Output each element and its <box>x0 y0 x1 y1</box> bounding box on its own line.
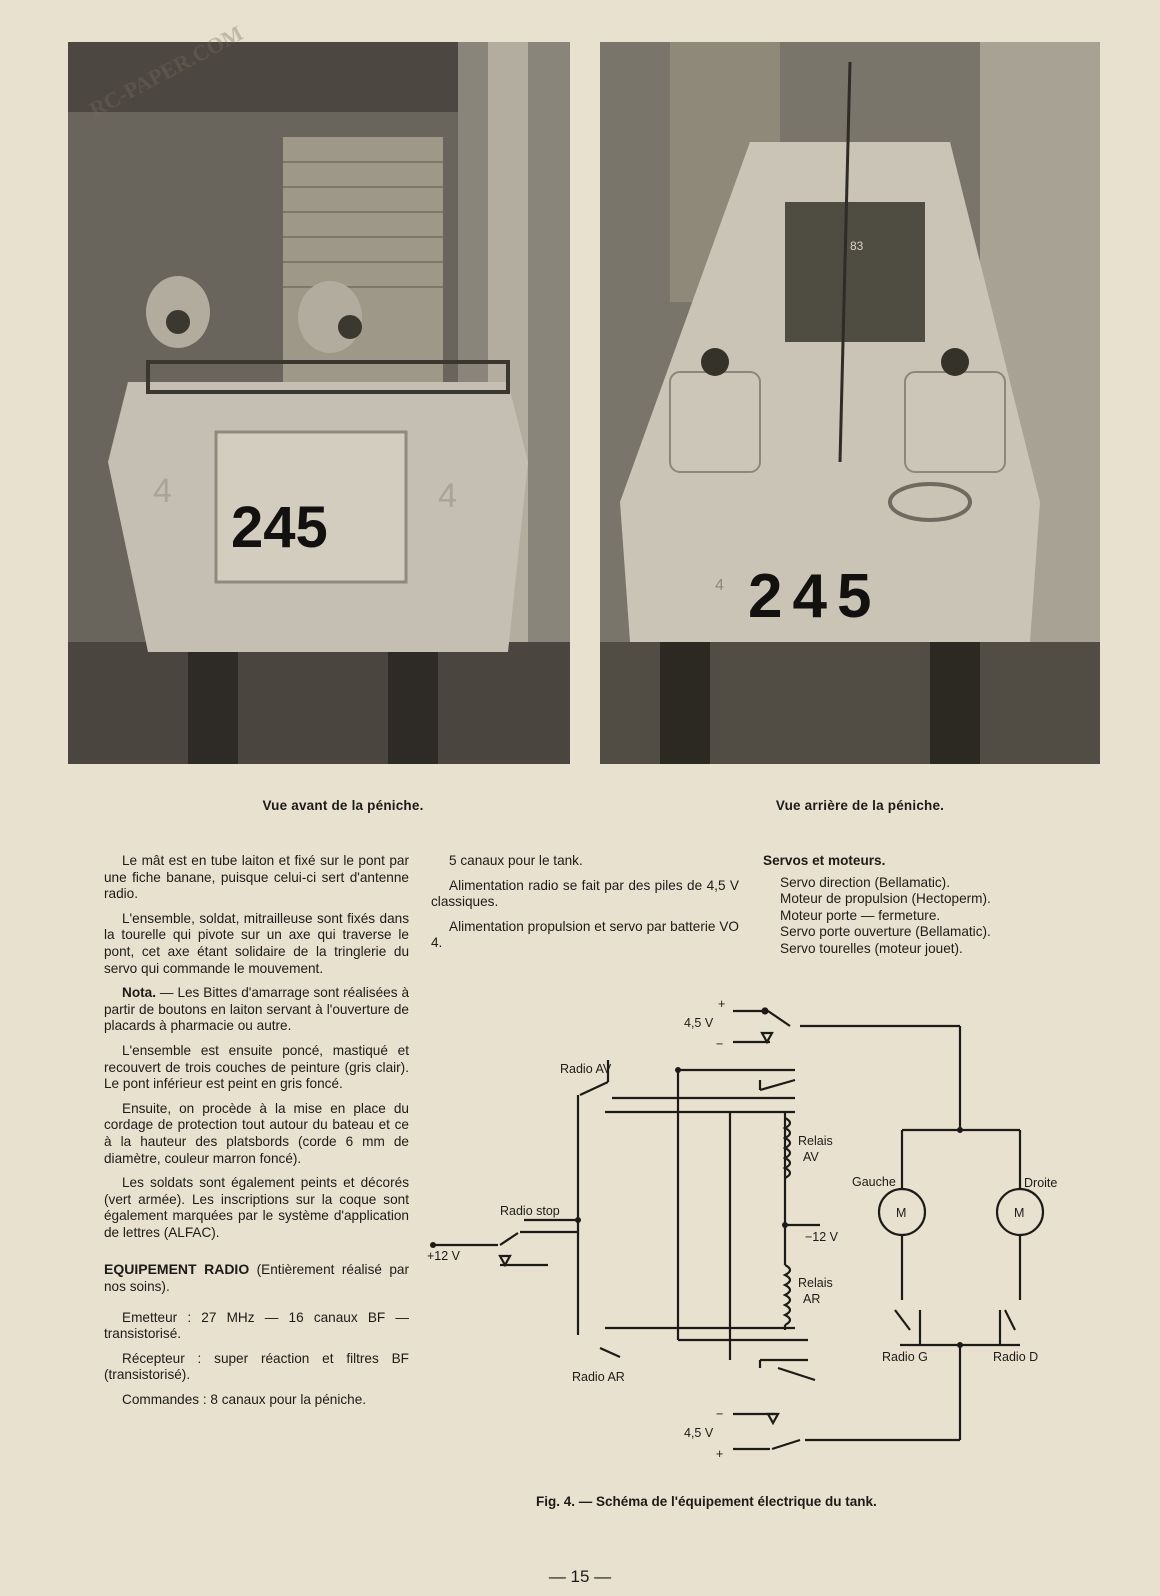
paragraph: Emetteur : 27 MHz — 16 canaux BF — transistorisé. <box>104 1309 409 1342</box>
side-mark-rear: 4 <box>715 577 724 594</box>
schematic-45v-bot: 4,5 V <box>684 1426 714 1440</box>
schematic-radio-av: Radio AV <box>560 1062 612 1076</box>
paragraph: Le mât est en tube laiton et fixé sur le pont par une fiche banane, puisque celui-ci sert d'antenne radio. <box>104 853 409 902</box>
side-mark-front-right: 4 <box>438 477 457 515</box>
paragraph: L'ensemble, soldat, mitrailleuse sont fixés dans la tourelle qui pivote sur un axe qui traverse le pont, cet axe étant solidaire de la tringlerie du servo qui commande le mouvement. <box>104 910 409 976</box>
paragraph: Ensuite, on procède à la mise en place du cordage de protection tout autour du bateau et ce à la hauteur des platsbords (corde 6 mm de diamètre, couleur marron foncé). <box>104 1100 409 1166</box>
equipment-note: (Entièrement réalisé par nos soins). <box>104 1262 409 1295</box>
schematic-minus-top: − <box>716 1037 724 1051</box>
list-item: Servo porte ouverture (Bellamatic). <box>780 924 991 940</box>
figure-caption: Fig. 4. — Schéma de l'équipement électrique du tank. <box>536 1494 877 1509</box>
schematic-radio-d: Radio D <box>993 1350 1039 1364</box>
schematic-relais-ar-2: AR <box>803 1292 821 1306</box>
schematic-relais-ar-1: Relais <box>798 1276 833 1290</box>
schematic-relais-av-2: AV <box>803 1150 819 1164</box>
schematic-45v-top: 4,5 V <box>684 1016 714 1030</box>
schematic-radio-g: Radio G <box>882 1350 928 1364</box>
side-mark-front-left: 4 <box>153 472 172 510</box>
schematic-radio-stop: Radio stop <box>500 1204 560 1218</box>
list-item: Moteur porte — fermeture. <box>780 907 941 923</box>
motor-symbol-right: M <box>1014 1206 1025 1220</box>
list-item: Servo direction (Bellamatic). <box>780 874 950 890</box>
list-item: Servo tourelles (moteur jouet). <box>780 940 963 956</box>
schematic-minus12: −12 V <box>805 1230 839 1244</box>
paragraph: Récepteur : super réaction et filtres BF (transistorisé). <box>104 1350 409 1383</box>
caption-front-view: Vue avant de la péniche. <box>262 798 424 813</box>
page-number: — 15 — <box>548 1567 612 1586</box>
tank-mark: 83 <box>850 239 864 253</box>
paragraph: Commandes : 8 canaux pour la péniche. <box>122 1392 367 1408</box>
paragraph: 5 canaux pour le tank. <box>449 853 583 868</box>
schematic-gauche: Gauche <box>852 1175 896 1189</box>
nota-lead: Nota. <box>122 985 156 1001</box>
schematic-plus-bot: + <box>716 1447 724 1461</box>
nota-text: — Les Bittes d'amarrage sont réalisées à partir de boutons en laiton servant à l'ouverture de placards à pharmacie ou autre. <box>104 985 409 1034</box>
caption-rear-view: Vue arrière de la péniche. <box>775 798 945 813</box>
schematic-radio-ar: Radio AR <box>572 1370 625 1384</box>
motor-symbol-left: M <box>896 1206 907 1220</box>
paragraph: Les soldats sont également peints et décorés (vert armée). Les inscriptions sur la coque sont également marquées par le système d'application de lettres (ALFAC). <box>104 1175 409 1240</box>
schematic-minus-bot: − <box>716 1407 724 1421</box>
paragraph: L'ensemble est ensuite poncé, mastiqué et recouvert de trois couches de peinture (gris clair). Le pont inférieur est peint en gris foncé. <box>104 1042 409 1092</box>
schematic-plus12: +12 V <box>427 1249 461 1263</box>
schematic-relais-av-1: Relais <box>798 1134 833 1148</box>
paragraph: Alimentation radio se fait par des piles de 4,5 V classiques. <box>431 877 739 910</box>
schematic-droite: Droite <box>1024 1176 1058 1190</box>
servos-heading: Servos et moteurs. <box>763 853 886 868</box>
hull-number-rear: 245 <box>748 562 882 631</box>
hull-number-front: 245 <box>231 495 328 560</box>
paragraph: Alimentation propulsion et servo par batterie VO 4. <box>431 918 739 951</box>
list-item: Moteur de propulsion (Hectoperm). <box>780 891 991 907</box>
schematic-plus-top: + <box>718 997 726 1011</box>
equipment-lead: EQUIPEMENT RADIO <box>104 1261 250 1278</box>
watermark-stamp: RC-PAPER.COM <box>85 20 247 123</box>
